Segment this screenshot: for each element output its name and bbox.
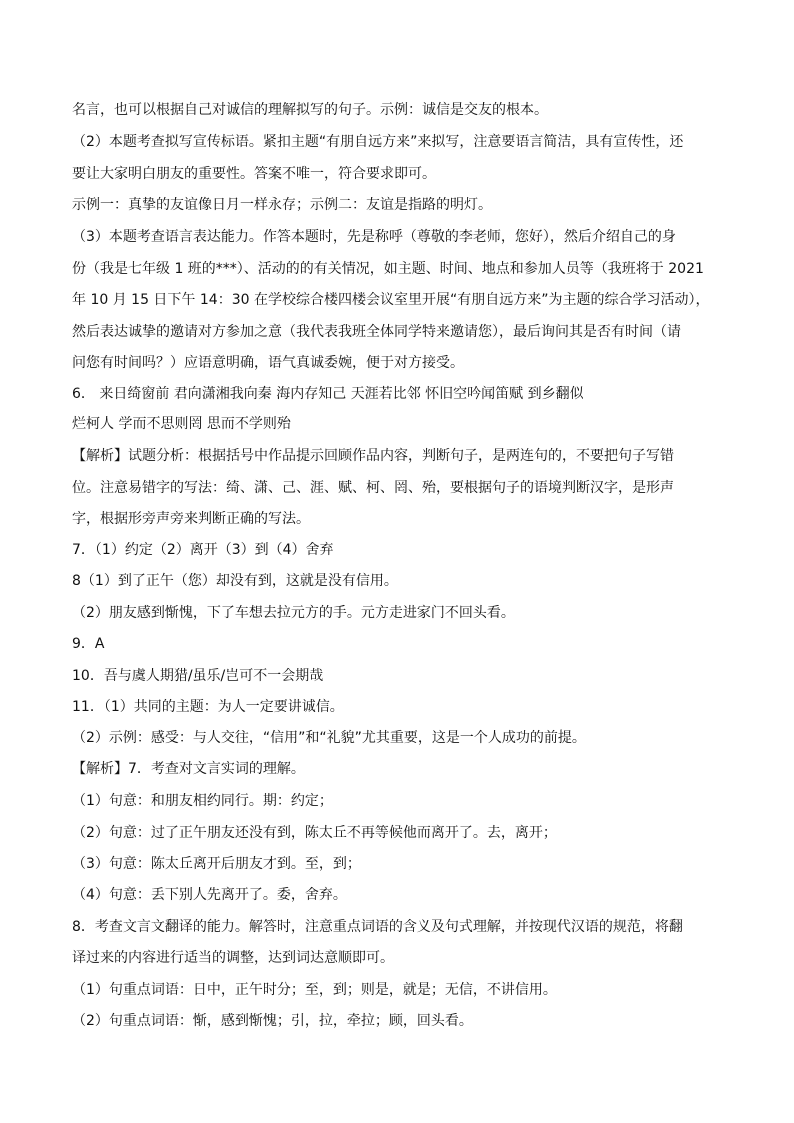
text-line: 名言，也可以根据自己对诚信的理解拟写的句子。示例：诚信是交友的根本。: [72, 102, 548, 118]
answer-line: 9．A: [72, 636, 105, 652]
text-line: 字，根据形旁声旁来判断正确的写法。: [72, 511, 310, 527]
text-line: （1）句重点词语：日中，正午时分；至，到；则是，就是；无信，不讲信用。: [72, 982, 557, 998]
analysis-line: 【解析】7．考查对文言实词的理解。: [72, 761, 305, 777]
text-line: 译过来的内容进行适当的调整，达到词达意顺即可。: [72, 950, 394, 966]
text-line: （1）句意：和朋友相约同行。期：约定；: [72, 793, 333, 809]
text-line: （2）句重点词语：惭，感到惭愧；引，拉，牵拉；顾，回头看。: [72, 1013, 473, 1029]
text-line: （2）句意：过了正午朋友还没有到，陈太丘不再等候他而离开了。去，离开；: [72, 825, 557, 841]
analysis-line: 【解析】试题分析：根据括号中作品提示回顾作品内容，判断句子，是两连句的，不要把句子写错: [72, 448, 674, 464]
text-line: （2）朋友感到惭愧，下了车想去拉元方的手。元方走进家门不回头看。: [72, 605, 515, 621]
text-line: 然后表达诚挚的邀请对方参加之意（我代表我班全体同学特来邀请您），最后询问其是否有时间（请: [72, 324, 681, 340]
text-line: （2）示例：感受：与人交往，“信用”和“礼貌”尤其重要，这是一个人成功的前提。: [72, 730, 586, 746]
text-line: 份（我是七年级 1 班的***）、活动的的有关情况，如主题、时间、地点和参加人员等（我班将于 2021: [72, 261, 704, 277]
text-line: 烂柯人 学而不思则罔 思而不学则殆: [72, 416, 291, 432]
answer-line: 7．（1）约定（2）离开（3）到（4）舍弃: [72, 542, 334, 558]
text-line: 要让大家明白朋友的重要性。答案不唯一，符合要求即可。: [72, 166, 436, 182]
text-line: 问您有时间吗？）应语意明确，语气真诚委婉，便于对方接受。: [72, 355, 464, 371]
answer-line: 10．吾与虞人期猎/虽乐/岂可不一会期哉: [72, 668, 324, 684]
text-line: 6． 来日绮窗前 君向潇湘我向秦 海内存知己 天涯若比邻 怀旧空吟闻笛赋 到乡翻似: [72, 386, 584, 402]
answer-line: 8（1）到了正午（您）却没有到，这就是没有信用。: [72, 573, 398, 589]
text-line: （2）本题考查拟写宣传标语。紧扣主题“有朋自远方来”来拟写，注意要语言简洁，具有宣传性，还: [72, 134, 684, 150]
text-line: （4）句意：丢下别人先离开了。委，舍弃。: [72, 887, 347, 903]
answer-line: 11．（1）共同的主题：为人一定要讲诚信。: [72, 699, 344, 715]
text-line: 位。注意易错字的写法：绮、潇、己、涯、赋、柯、罔、殆，要根据句子的语境判断汉字，是形声: [72, 480, 674, 496]
text-line: 8．考查文言文翻译的能力。解答时，注意重点词语的含义及句式理解，并按现代汉语的规范，将翻: [72, 919, 683, 935]
text-line: 年 10 月 15 日下午 14：30 在学校综合楼四楼会议室里开展“有朋自远方来”为主题的综合学习活动），: [72, 292, 710, 308]
text-line: 示例一：真挚的友谊像日月一样永存；示例二：友谊是指路的明灯。: [72, 197, 492, 213]
text-line: （3）本题考查语言表达能力。作答本题时，先是称呼（尊敬的李老师，您好），然后介绍自己的身: [72, 229, 676, 245]
text-line: （3）句意：陈太丘离开后朋友才到。至，到；: [72, 856, 361, 872]
